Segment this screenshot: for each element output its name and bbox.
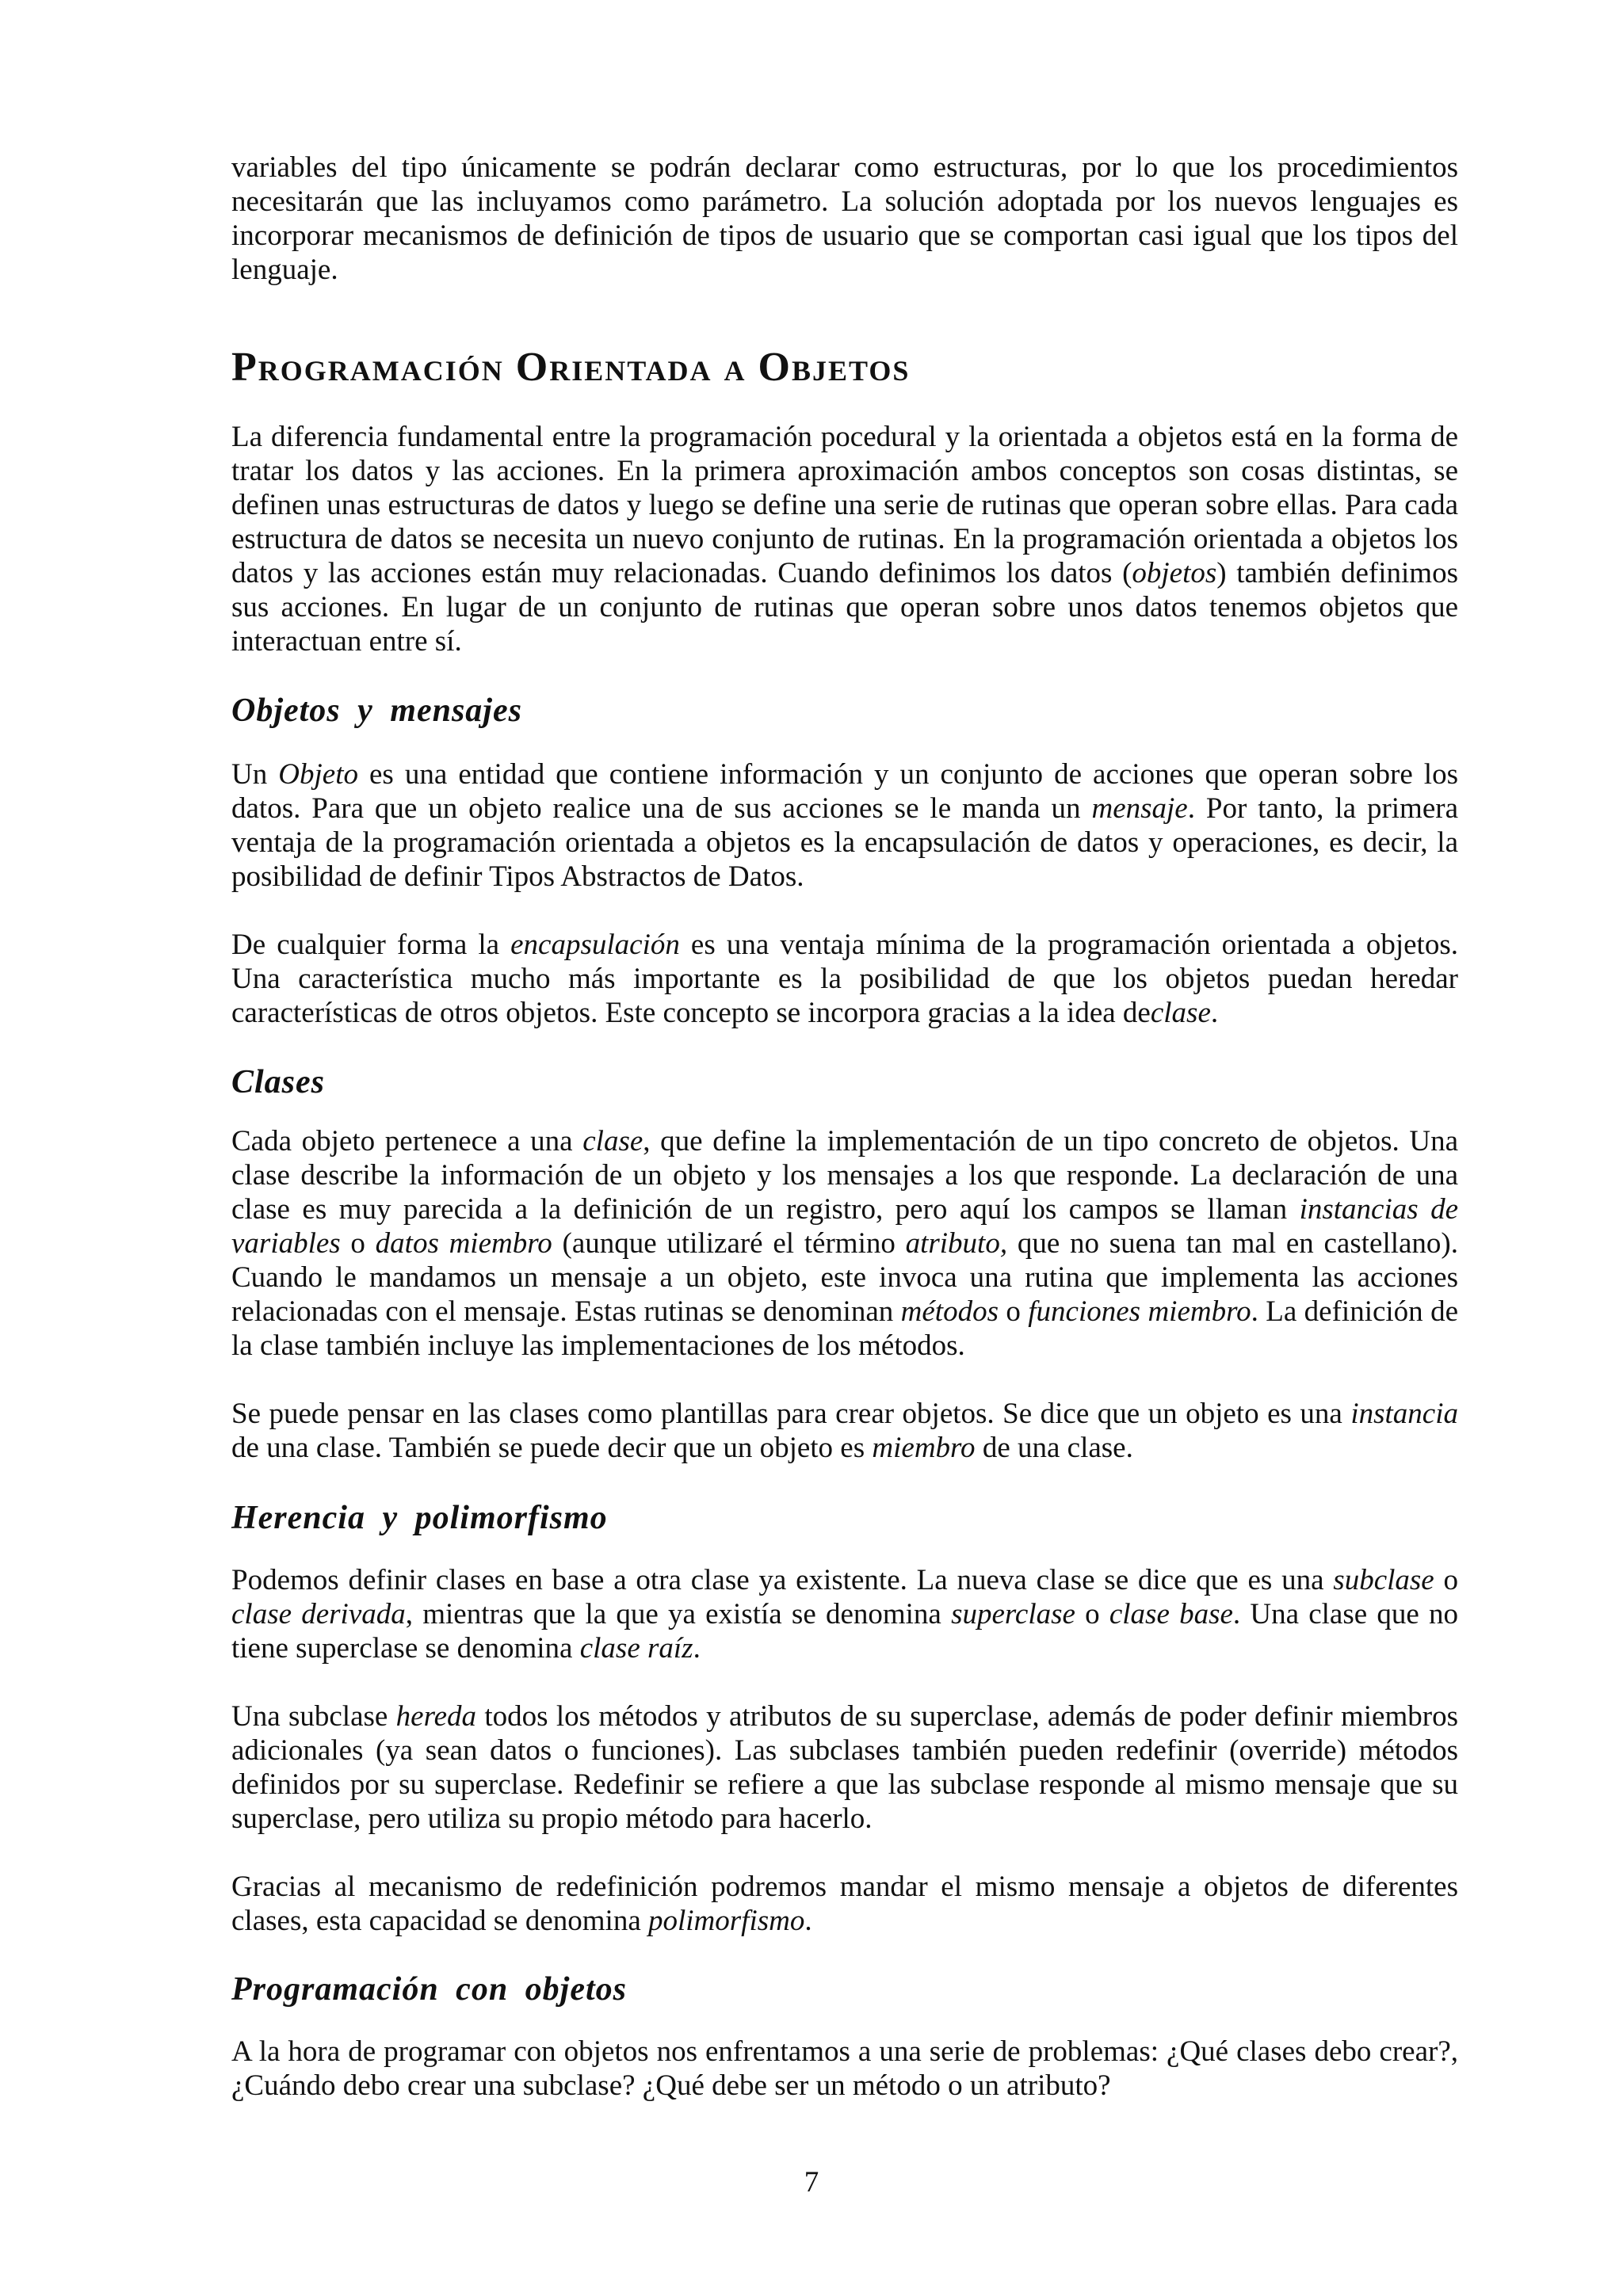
text-span: .	[804, 1905, 812, 1937]
section-heading: Programación Orientada a Objetos	[231, 345, 911, 390]
herencia-paragraph-3	[231, 1870, 1458, 1938]
emphasis-span: clase derivada	[231, 1598, 406, 1630]
text-span: Una subclase	[231, 1700, 396, 1733]
emphasis-span: instancia	[1350, 1398, 1458, 1430]
herencia-paragraph-1	[231, 1563, 1458, 1665]
text-span: es una entidad que contiene información y un conjunto de acciones que operan sobre los datos. Para que un objeto realice una de sus acciones se le manda un	[231, 758, 1458, 825]
emphasis-span: clase	[582, 1125, 643, 1158]
page-body	[231, 151, 1458, 2103]
subheading-objetos-mensajes: Objetos y mensajes	[231, 692, 522, 729]
text-span: .	[1210, 997, 1219, 1029]
emphasis-span: atributo,	[905, 1227, 1008, 1260]
subheading-clases: Clases	[231, 1064, 326, 1100]
emphasis-span: métodos	[900, 1295, 999, 1328]
clases-paragraph-1	[231, 1124, 1458, 1363]
text-span: . Por tanto, la primera ventaja de la programación orientada a objetos es la encapsulación de datos y operaciones, es decir, la posibilidad de definir Tipos Abstractos de Datos.	[231, 792, 1458, 893]
emphasis-span: mensaje	[1091, 792, 1188, 825]
subheading-herencia-polimorfismo: Herencia y polimorfismo	[231, 1500, 608, 1536]
emphasis-span: superclase	[951, 1598, 1075, 1630]
emphasis-span: clase base	[1109, 1598, 1233, 1630]
text-span: de una clase. También se puede decir que un objeto es	[231, 1432, 873, 1464]
text-span: La diferencia fundamental entre la programación pocedural y la orientada a objetos está en la forma de tratar los datos y las acciones. En la primera aproximación ambos conceptos son cosas distintas, se definen unas estructuras de datos y luego se define una serie de rutinas que operan sobre ellas. Para cada estructura de datos se necesita un nuevo conjunto de rutinas. En la programación orientada a objetos los datos y las acciones están muy relacionadas. Cuando definimos los datos (	[231, 421, 1458, 589]
oop-intro-paragraph	[231, 420, 1458, 658]
emphasis-span: miembro	[872, 1432, 976, 1464]
emphasis-span: clase raíz	[579, 1632, 693, 1665]
text-span: Se puede pensar en las clases como plantillas para crear objetos. Se dice que un objeto es una	[231, 1398, 1351, 1430]
text-span: .	[693, 1632, 701, 1665]
text-span: de una clase.	[975, 1432, 1133, 1464]
emphasis-span: clase	[1150, 997, 1211, 1029]
text-span: A la hora de programar con objetos nos enfrentamos a una serie de problemas: ¿Qué clases debo crear?, ¿Cuándo debo crear una subclase? ¿Qué debe ser un método o un atributo?	[231, 2035, 1458, 2102]
text-span: es una ventaja mínima de la programación orientada a objetos. Una característica mucho más importante es la posibilidad de que los objetos puedan heredar características de otros objetos. Este concepto se incorpora gracias a la idea de	[231, 929, 1458, 1029]
intro-paragraph	[231, 151, 1458, 287]
text-span: o	[340, 1227, 376, 1260]
emphasis-span: hereda	[395, 1700, 477, 1733]
text-span: Un	[231, 758, 279, 791]
text-span: o	[998, 1295, 1029, 1328]
herencia-paragraph-2	[231, 1699, 1458, 1836]
text-span: o	[1434, 1564, 1459, 1596]
emphasis-span: objetos	[1132, 557, 1217, 589]
emphasis-span: datos miembro	[375, 1227, 552, 1260]
objetos-paragraph-1	[231, 757, 1458, 894]
text-span: ) también definimos sus acciones. En lugar de un conjunto de rutinas que operan sobre unos datos tenemos objetos que interactuan entre sí.	[231, 557, 1458, 658]
text-span: Cada objeto pertenece a una	[231, 1125, 583, 1158]
text-span: variables del tipo únicamente se podrán declarar como estructuras, por lo que los procedimientos necesitarán que las incluyamos como parámetro. La solución adoptada por los nuevos lenguajes es incorporar mecanismos de definición de tipos de usuario que se comportan casi igual que los tipos del lenguaje.	[231, 151, 1458, 286]
text-span: todos los métodos y atributos de su superclase, además de poder definir miembros adicionales (ya sean datos o funciones). Las subclases también pueden redefinir (override) métodos definidos por su superclase. Redefinir se refiere a que las subclase responde al mismo mensaje que su superclase, pero utiliza su propio método para hacerlo.	[231, 1700, 1458, 1835]
text-span: De cualquier forma la	[231, 929, 511, 961]
emphasis-span: polimorfismo	[648, 1905, 805, 1937]
programacion-paragraph	[231, 2035, 1458, 2103]
text-span: que no suena tan mal en castellano). Cuando le mandamos un mensaje a un objeto, este invoca una rutina que implementa las acciones relacionadas con el mensaje. Estas rutinas se denominan	[231, 1227, 1458, 1328]
text-span: , que define la implementación de un tipo concreto de objetos. Una clase describe la información de un objeto y los mensajes a los que responde. La declaración de una clase es muy parecida a la definición de un registro, pero aquí los campos se llaman	[231, 1125, 1458, 1226]
page-number: 7	[804, 2166, 819, 2199]
text-span: . La definición de la clase también incluye las implementaciones de los métodos.	[231, 1295, 1458, 1362]
objetos-paragraph-2	[231, 928, 1458, 1030]
emphasis-span: Objeto	[278, 758, 358, 791]
text-span: Gracias al mecanismo de redefinición podremos mandar el mismo mensaje a objetos de diferentes clases, esta capacidad se denomina	[231, 1871, 1458, 1937]
text-span: o	[1075, 1598, 1109, 1630]
clases-paragraph-2	[231, 1397, 1458, 1465]
text-span: . Una clase que no tiene superclase se denomina	[231, 1598, 1459, 1665]
emphasis-span: subclase	[1333, 1564, 1434, 1596]
emphasis-span: instancias de variables	[231, 1193, 1458, 1260]
text-span: Podemos definir clases en base a otra clase ya existente. La nueva clase se dice que es una	[231, 1564, 1334, 1596]
emphasis-span: encapsulación	[510, 929, 680, 961]
subheading-programacion-objetos: Programación con objetos	[231, 1971, 628, 2008]
text-span: (aunque utilizaré el término	[552, 1227, 906, 1260]
text-span: , mientras que la que ya existía se denomina	[405, 1598, 952, 1630]
emphasis-span: funciones miembro	[1028, 1295, 1251, 1328]
